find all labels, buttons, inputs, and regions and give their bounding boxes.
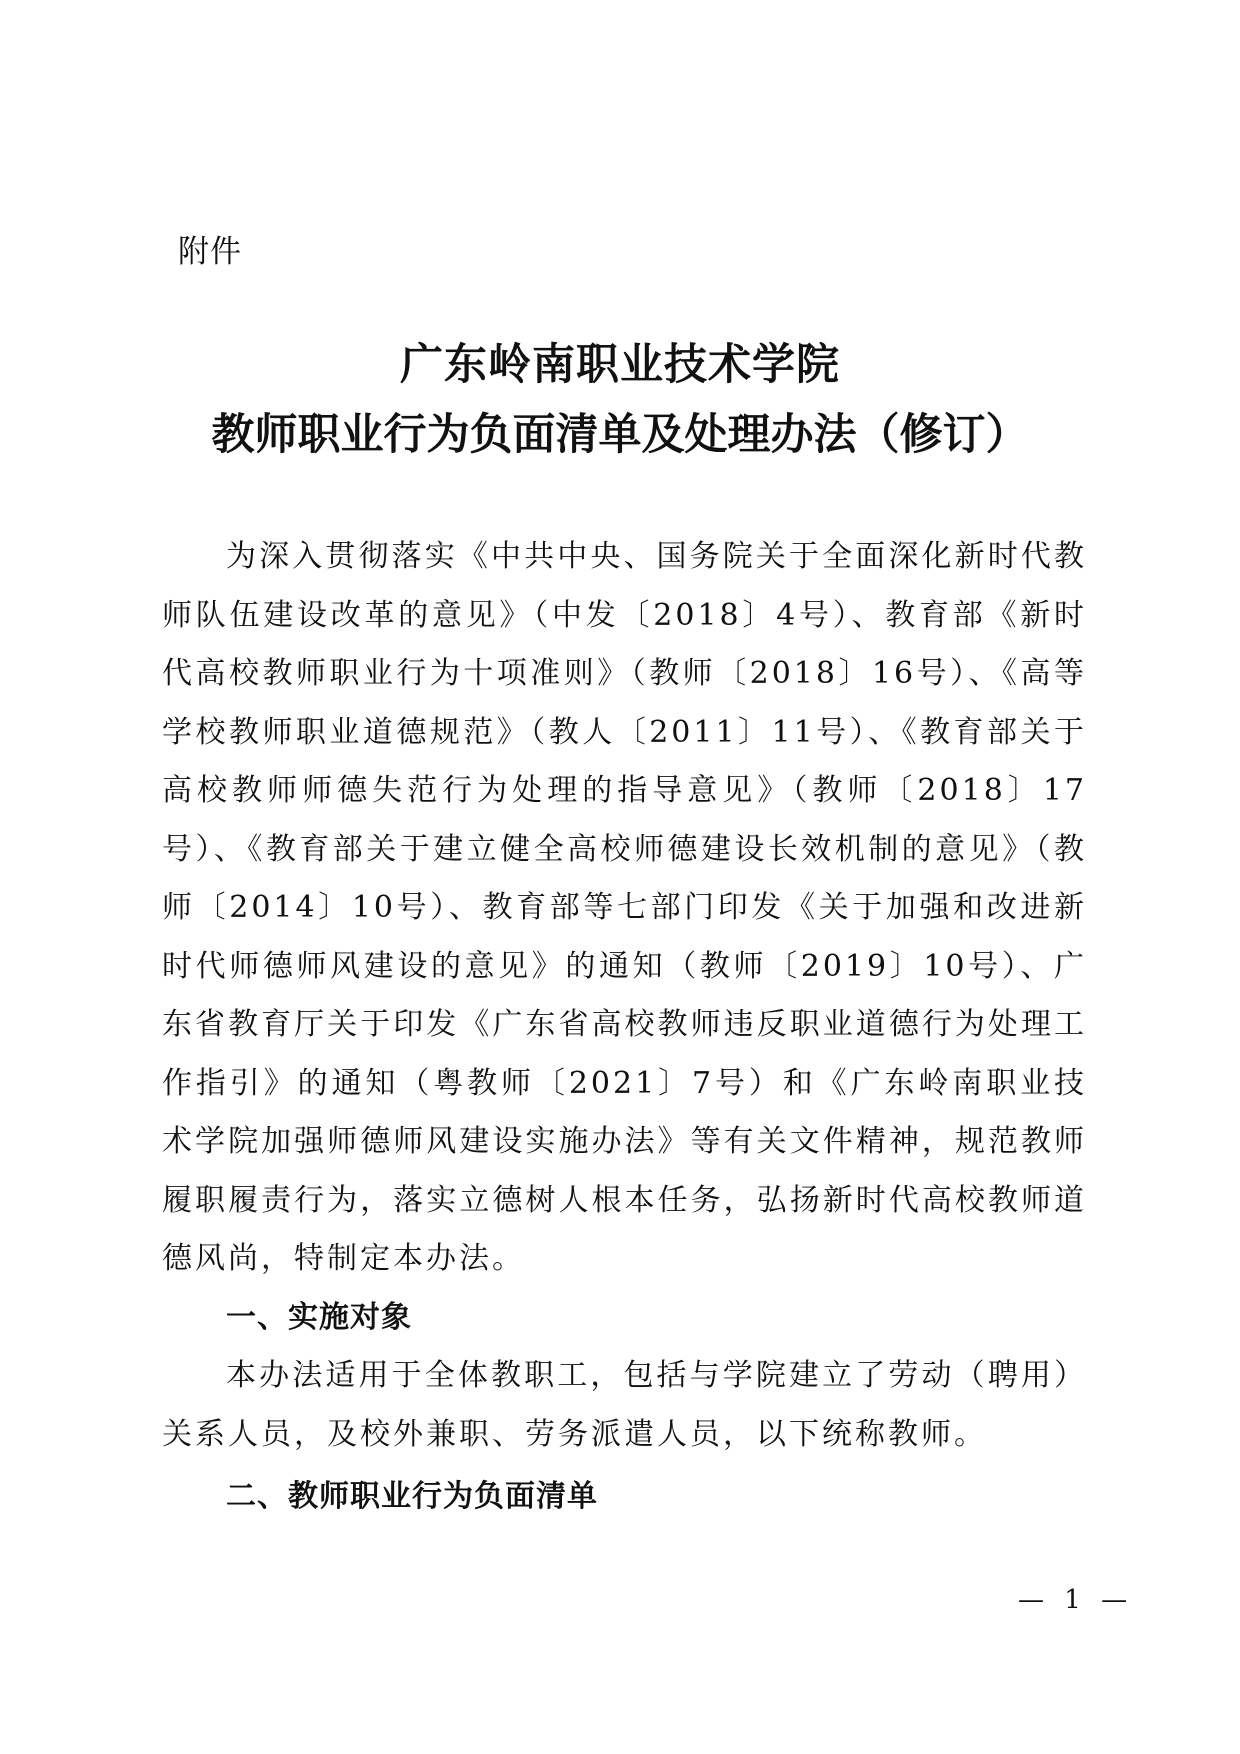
title-line-1: 广东岭南职业技术学院 (400, 340, 840, 390)
document-title (0, 330, 1240, 470)
document-body (162, 528, 1087, 1527)
attachment-label: 附件 (178, 234, 242, 270)
preamble-paragraph: 为深入贯彻落实《中共中央、国务院关于全面深化新时代教师队伍建设改革的意见》（中发〔2018〕4号）、教育部《新时代高校教师职业行为十项准则》（教师〔2018〕16号）、《高等学校教师职业道德规范》（教人〔2011〕11号）、《教育部关于高校教师师德失范行为处理的指导意见》（教师〔2018〕17号）、《教育部关于建立健全高校师德建设长效机制的意见》（教师〔2014〕10号）、教育部等七部门印发《关于加强和改进新时代师德师风建设的意见》的通知（教师〔2019〕10号）、广东省教育厅关于印发《广东省高校教师违反职业道德行为处理工作指引》的通知（粤教师〔2021〕7号）和《广东岭南职业技术学院加强师德师风建设实施办法》等有关文件精神，规范教师履职履责行为，落实立德树人根本任务，弘扬新时代高校教师道德风尚，特制定本办法。 (162, 539, 1087, 1276)
page-number: — 1 — (1018, 1585, 1134, 1615)
section-heading-1: 一、实施对象 (226, 1299, 412, 1335)
title-line-2: 教师职业行为负面清单及处理办法（修订） (211, 410, 1029, 460)
section-heading-2: 二、教师职业行为负面清单 (226, 1479, 598, 1514)
section-paragraph-1: 本办法适用于全体教职工，包括与学院建立了劳动（聘用）关系人员，及校外兼职、劳务派遣人员，以下统称教师。 (162, 1358, 1087, 1452)
